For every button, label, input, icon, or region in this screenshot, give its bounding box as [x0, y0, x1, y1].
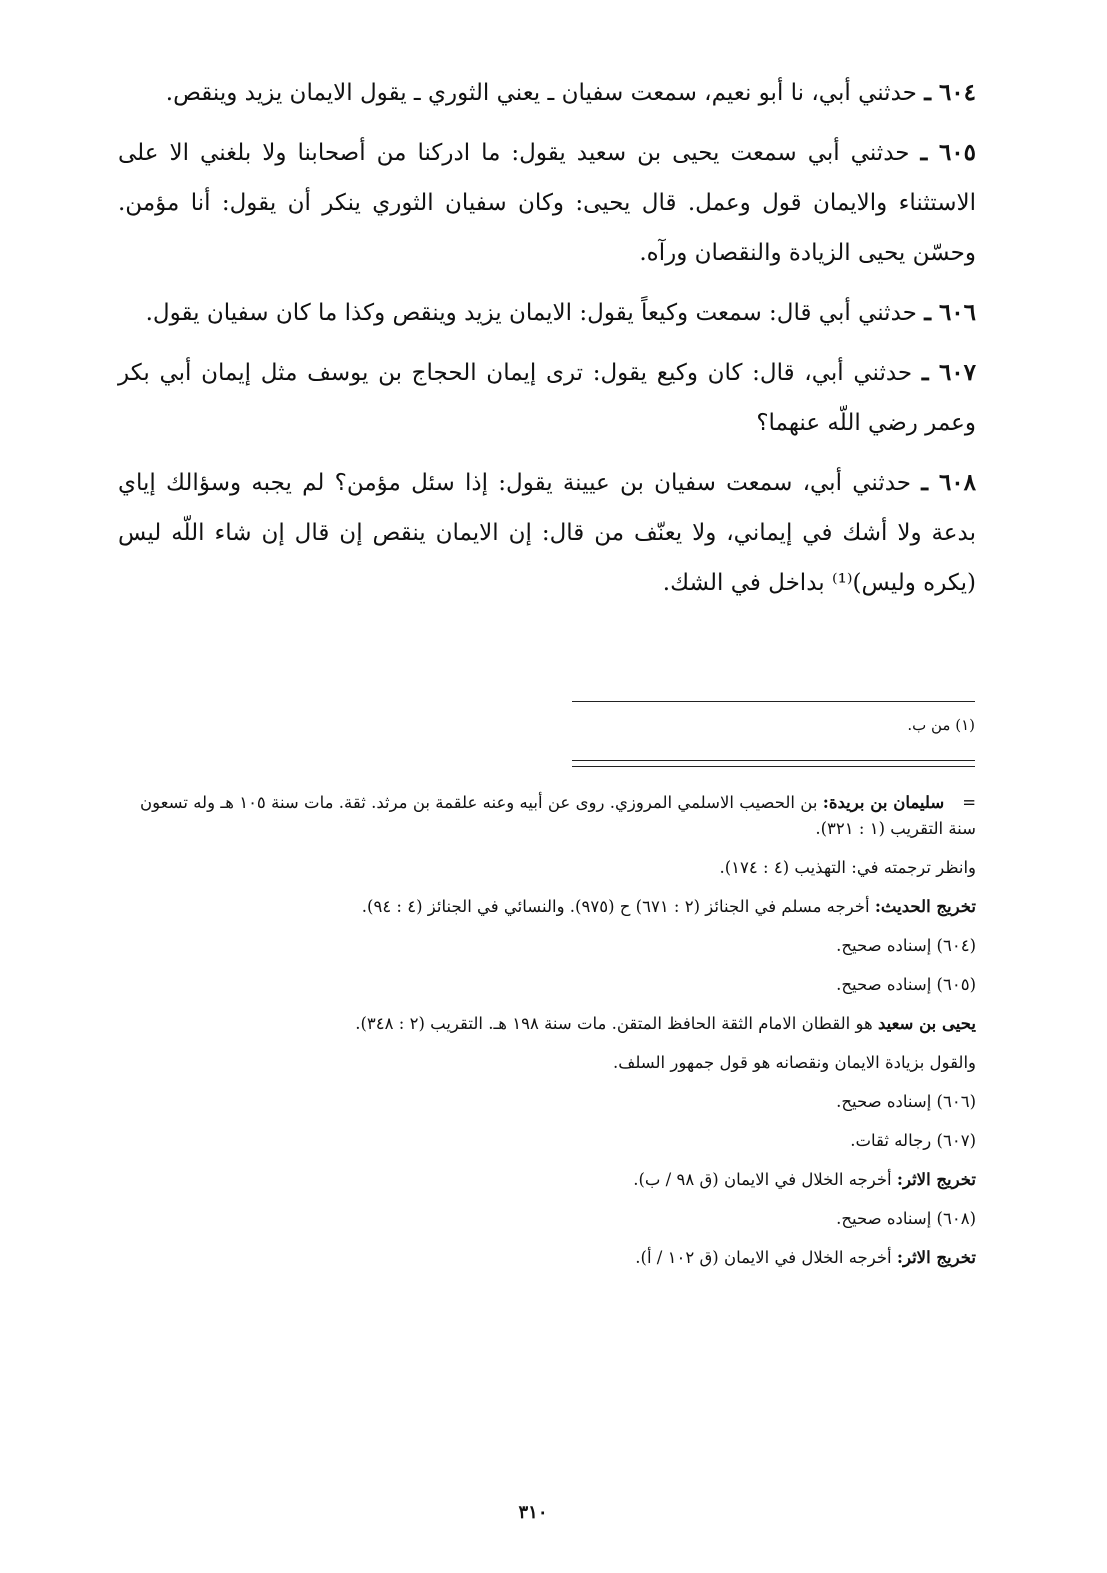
note-heading: يحيى بن سعيد	[877, 1014, 976, 1033]
note-605: (٦٠٥) إسناده صحيح.	[836, 975, 976, 994]
note-heading: تخريج الاثر:	[896, 1170, 976, 1189]
paragraph-605	[118, 128, 976, 278]
paragraph-607	[118, 348, 976, 448]
paragraph-text: حدثني أبي، قال: كان وكيع يقول: ترى إيمان الحجاج بن يوسف مثل إيمان أبي بكر وعمر رضي اللّه عنهما؟	[118, 360, 976, 436]
note-tahdhib: وانظر ترجمته في: التهذيب (٤ : ١٧٤).	[719, 858, 976, 877]
note-salaf: والقول بزيادة الايمان ونقصانه هو قول جمهور السلف.	[613, 1053, 976, 1072]
main-text	[118, 68, 976, 618]
paragraph-text: حدثني أبي، سمعت سفيان بن عيينة يقول: إذا سئل مؤمن؟ لم يجبه وسؤالك إياي بدعة ولا أشك في إيماني، ولا يعنّف من قال: إن الايمان ينقص إن قال إن شاء اللّه ليس (يكره وليس)⁽¹⁾ بداخل في الشك.	[118, 470, 976, 596]
note-606: (٦٠٦) إسناده صحيح.	[836, 1092, 976, 1111]
footnote: (١) من ب.	[907, 716, 975, 734]
note-text: بن الحصيب الاسلمي المروزي. روى عن أبيه وعنه علقمة بن مرثد. ثقة. مات سنة ١٠٥ هـ وله تسعون سنة التقريب (١ : ٣٢١).	[140, 793, 976, 838]
note-sulayman	[140, 790, 976, 842]
footnote-divider	[572, 701, 975, 702]
paragraph-number: ٦٠٤ ـ	[924, 79, 976, 106]
paragraph-number: ٦٠٧ ـ	[921, 359, 976, 386]
note-heading: تخريج الحديث:	[874, 897, 976, 916]
paragraph-608	[118, 458, 976, 608]
continuation-mark: =	[962, 793, 977, 812]
commentary-notes	[140, 790, 976, 1284]
paragraph-text: حدثني أبي سمعت يحيى بن سعيد يقول: ما ادركنا من أصحابنا ولا بلغني الا على الاستثناء والايمان قول وعمل. قال يحيى: وكان سفيان الثوري ينكر أن يقول: أنا مؤمن. وحسّن يحيى الزيادة والنقصان ورآه.	[118, 140, 976, 266]
paragraph-number: ٦٠٥ ـ	[920, 139, 977, 166]
note-takhrij-hadith	[140, 894, 976, 920]
note-heading: تخريج الاثر:	[896, 1248, 976, 1267]
page-number: ٣١٠	[518, 1502, 548, 1523]
note-text: أخرجه مسلم في الجنائز (٢ : ٦٧١) ح (٩٧٥). والنسائي في الجنائز (٤ : ٩٤).	[361, 897, 870, 916]
paragraph-606	[118, 288, 976, 338]
note-text: أخرجه الخلال في الايمان (ق ١٠٢ / أ).	[635, 1248, 892, 1267]
note-takhrij-athar-2	[140, 1245, 976, 1271]
note-text: أخرجه الخلال في الايمان (ق ٩٨ / ب).	[633, 1170, 892, 1189]
notes-double-divider	[572, 760, 975, 767]
note-608: (٦٠٨) إسناده صحيح.	[836, 1209, 976, 1228]
note-yahya	[140, 1011, 976, 1037]
note-text: هو القطان الامام الثقة الحافظ المتقن. مات سنة ١٩٨ هـ. التقريب (٢ : ٣٤٨).	[355, 1014, 873, 1033]
paragraph-604	[118, 68, 976, 118]
paragraph-number: ٦٠٦ ـ	[924, 299, 976, 326]
note-607: (٦٠٧) رجاله ثقات.	[850, 1131, 976, 1150]
paragraph-text: حدثني أبي قال: سمعت وكيعاً يقول: الايمان يزيد وينقص وكذا ما كان سفيان يقول.	[145, 300, 917, 326]
note-heading: سليمان بن بريدة:	[822, 793, 945, 812]
note-604: (٦٠٤) إسناده صحيح.	[836, 936, 976, 955]
note-takhrij-athar-1	[140, 1167, 976, 1193]
paragraph-text: حدثني أبي، نا أبو نعيم، سمعت سفيان ـ يعني الثوري ـ يقول الايمان يزيد وينقص.	[165, 80, 917, 106]
paragraph-number: ٦٠٨ ـ	[921, 469, 977, 496]
